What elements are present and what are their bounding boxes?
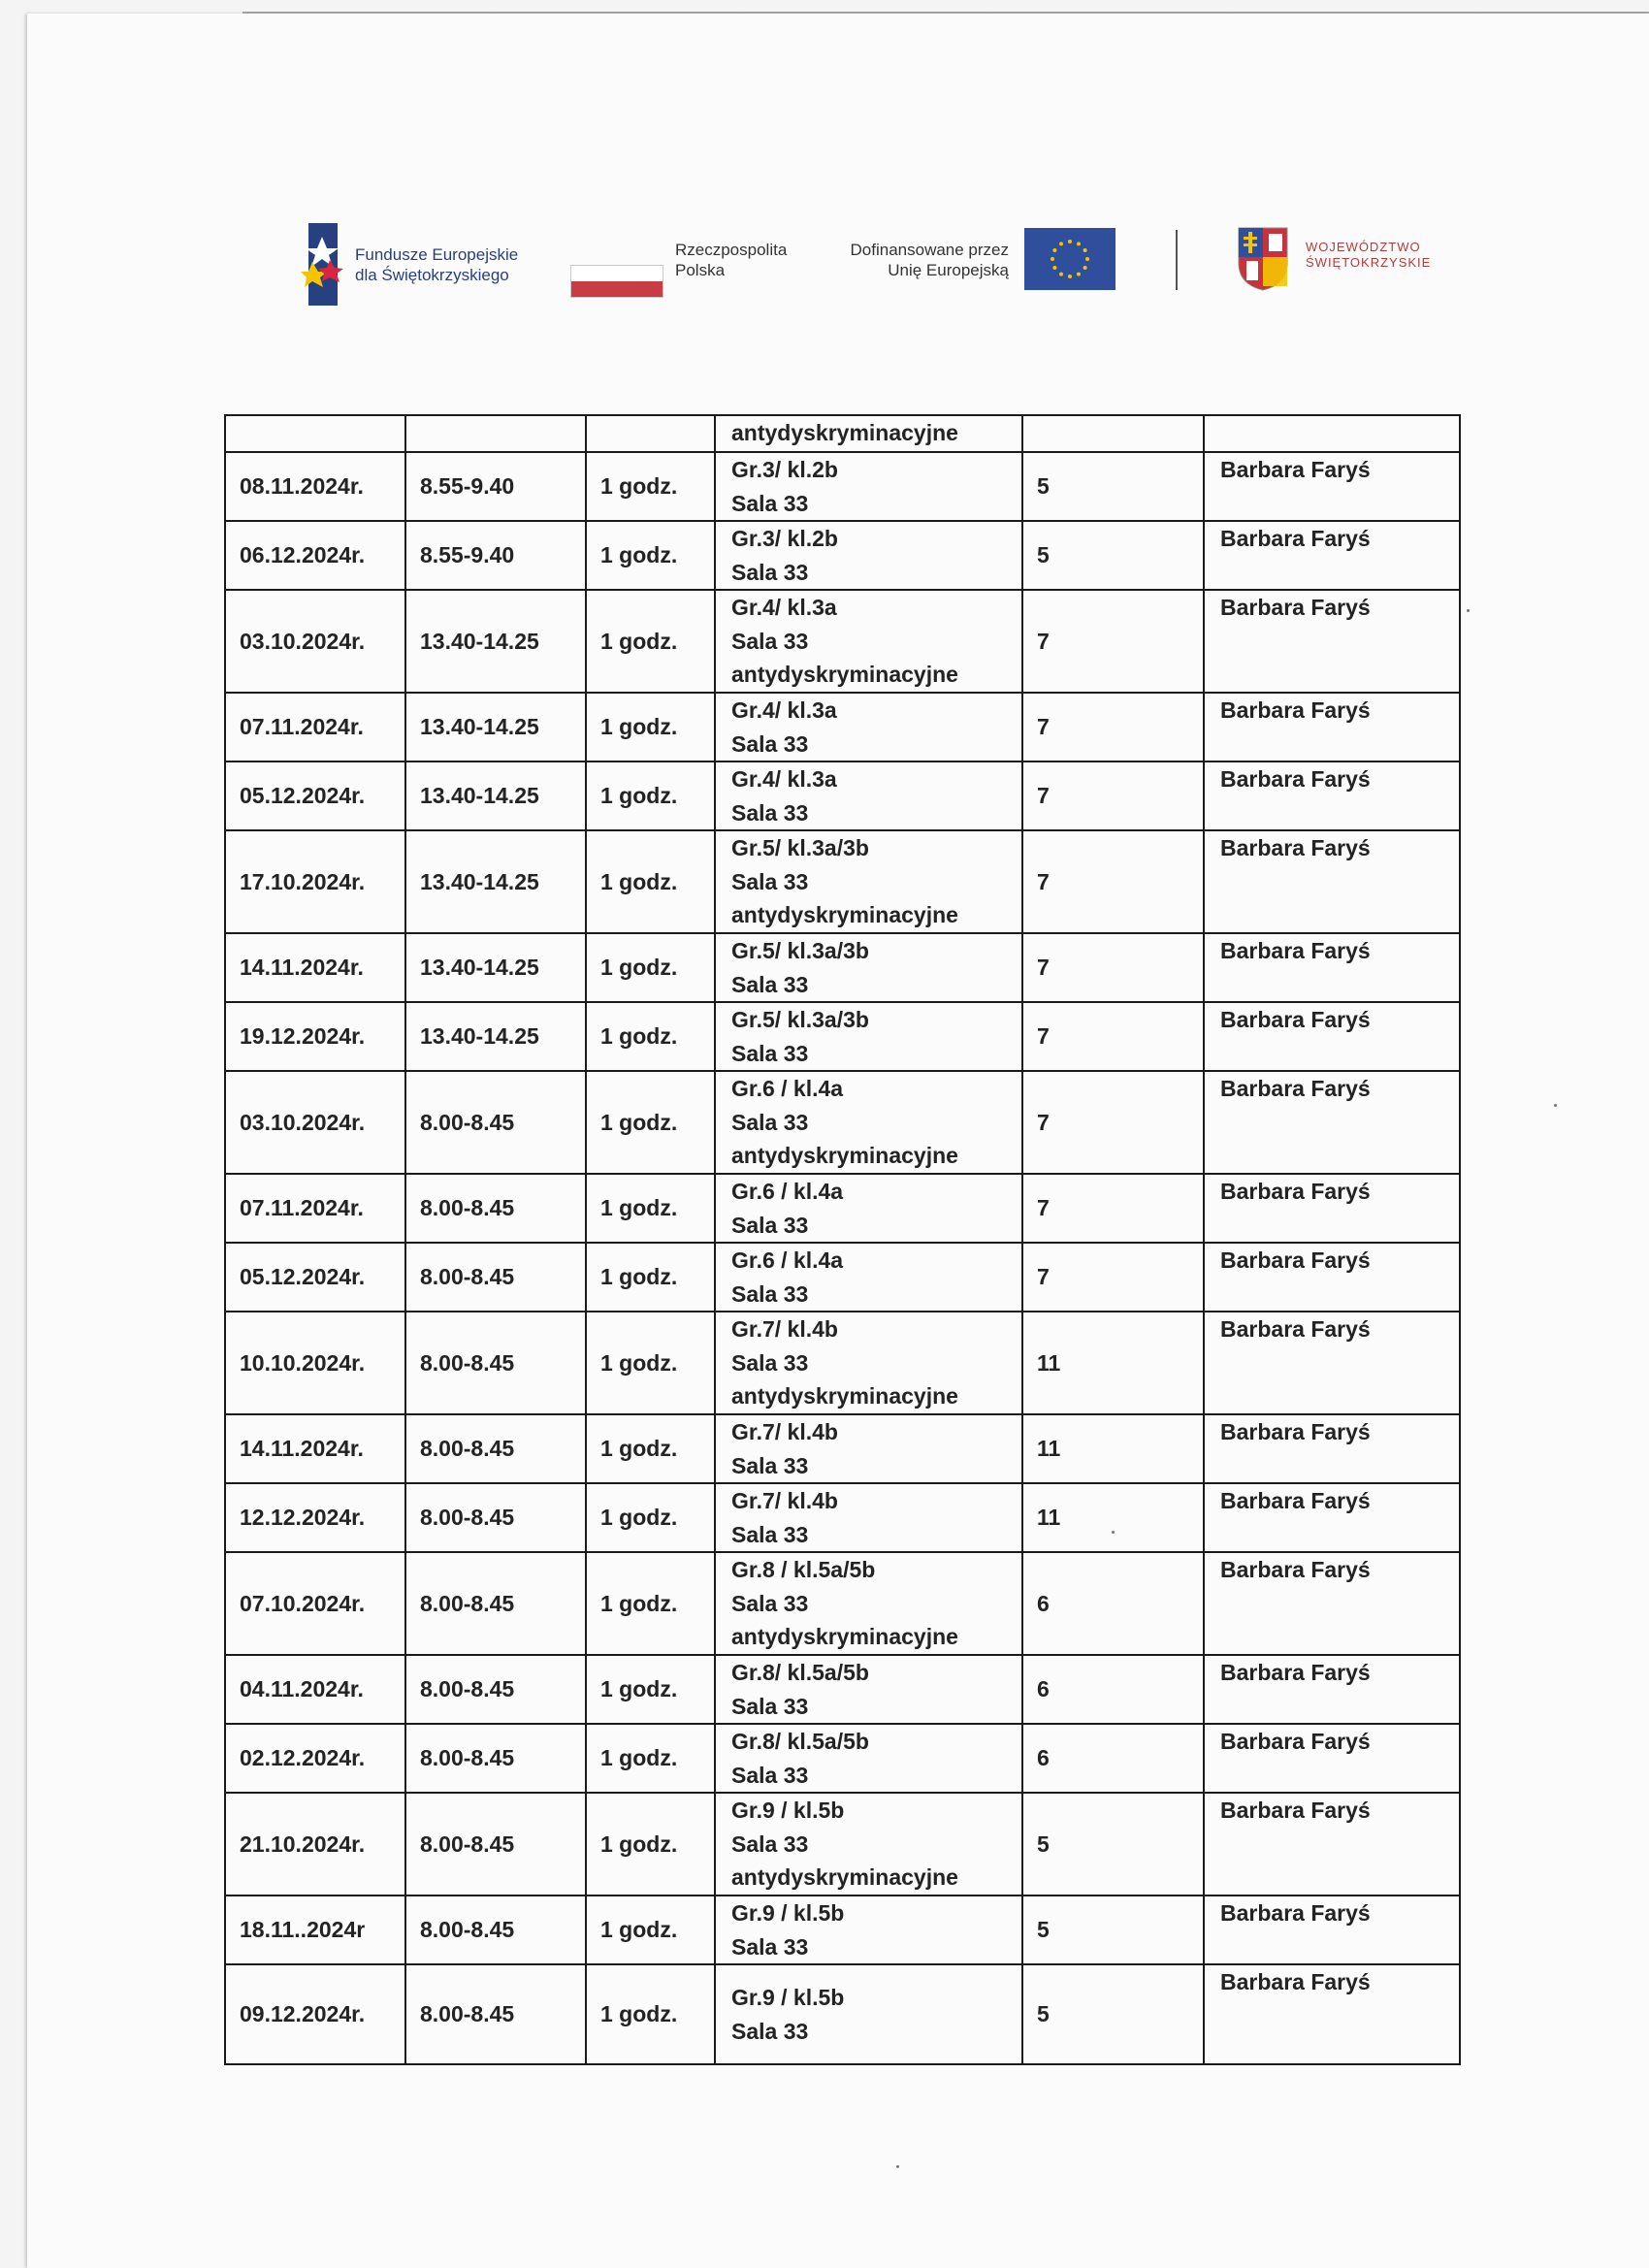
cell-time: 8.00-8.45 (405, 1414, 586, 1483)
cell-room: Sala 33 (731, 1762, 809, 1788)
cell-teacher: Barbara Faryś (1204, 933, 1460, 1002)
table-row (225, 1174, 1460, 1243)
scan-speck (1467, 609, 1470, 612)
cell-count (1022, 415, 1204, 452)
rp-line-1: Rzeczpospolita (675, 241, 788, 259)
cell-teacher: Barbara Faryś (1204, 1312, 1460, 1414)
cell-teacher: Barbara Faryś (1204, 590, 1460, 693)
cell-room: Sala 33 (731, 1452, 809, 1478)
cell-date (225, 415, 405, 452)
cell-duration: 1 godz. (586, 1793, 715, 1895)
cell-room: Sala 33 (731, 1521, 809, 1547)
cell-teacher: Barbara Faryś (1204, 1724, 1460, 1793)
cell-time: 8.00-8.45 (405, 1071, 586, 1174)
cell-duration: 1 godz. (586, 1002, 715, 1071)
cell-group: Gr.7/ kl.4b (731, 1316, 838, 1343)
cell-group: Gr.6 / kl.4a (731, 1247, 844, 1273)
cell-date: 07.10.2024r. (225, 1552, 405, 1655)
logo-separator (1176, 230, 1178, 290)
cell-teacher: Barbara Faryś (1204, 1895, 1460, 1964)
cell-group-room (715, 1552, 1022, 1655)
cell-time (405, 415, 586, 452)
eu-flag-icon (1024, 228, 1116, 290)
polish-flag-icon (570, 265, 663, 298)
cell-count: 7 (1022, 1071, 1204, 1174)
cell-topic: antydyskryminacyjne (731, 1864, 958, 1891)
cell-time: 8.55-9.40 (405, 521, 586, 590)
cell-count: 11 (1022, 1483, 1204, 1552)
cell-room: Sala 33 (731, 628, 809, 654)
cell-group-room (715, 693, 1022, 761)
cell-teacher: Barbara Faryś (1204, 452, 1460, 521)
cell-duration: 1 godz. (586, 1895, 715, 1964)
cell-count: 7 (1022, 933, 1204, 1002)
cell-time: 8.00-8.45 (405, 1312, 586, 1414)
cell-group: Gr.3/ kl.2b (731, 457, 838, 482)
cell-count: 11 (1022, 1312, 1204, 1414)
cell-room: Sala 33 (731, 971, 809, 997)
woj-line-1: WOJEWÓDZTWO (1306, 240, 1421, 254)
cell-group-room (715, 761, 1022, 830)
cell-time: 13.40-14.25 (405, 590, 586, 693)
fe-line-2: dla Świętokrzyskiego (355, 266, 509, 284)
cell-date: 05.12.2024r. (225, 1243, 405, 1312)
cell-topic: antydyskryminacyjne (731, 902, 958, 928)
cell-group-room (715, 1174, 1022, 1243)
cell-date: 10.10.2024r. (225, 1312, 405, 1414)
cell-count: 7 (1022, 1002, 1204, 1071)
cell-duration: 1 godz. (586, 693, 715, 761)
cell-duration: 1 godz. (586, 1414, 715, 1483)
swietokrzyskie-coat-of-arms-icon (1237, 226, 1289, 292)
table-row (225, 1312, 1460, 1414)
cell-time: 13.40-14.25 (405, 830, 586, 933)
cell-teacher: Barbara Faryś (1204, 1793, 1460, 1895)
cell-teacher: Barbara Faryś (1204, 693, 1460, 761)
cell-room: Sala 33 (731, 2018, 809, 2044)
table-row (225, 521, 1460, 590)
cell-group-room (715, 452, 1022, 521)
cell-date: 18.11..2024r (225, 1895, 405, 1964)
cell-duration (586, 415, 715, 452)
cell-room: Sala 33 (731, 1040, 809, 1066)
cell-group-room (715, 830, 1022, 933)
cell-time: 13.40-14.25 (405, 933, 586, 1002)
rp-line-2: Polska (675, 261, 726, 279)
table-row (225, 1895, 1460, 1964)
table-row (225, 1552, 1460, 1655)
cell-teacher: Barbara Faryś (1204, 761, 1460, 830)
cell-count: 7 (1022, 590, 1204, 693)
cell-topic: antydyskryminacyjne (715, 415, 1022, 452)
cell-teacher: Barbara Faryś (1204, 1174, 1460, 1243)
cell-count: 6 (1022, 1724, 1204, 1793)
table-row (225, 1243, 1460, 1312)
cell-time: 13.40-14.25 (405, 1002, 586, 1071)
cell-group: Gr.4/ kl.3a (731, 766, 837, 792)
table-row (225, 590, 1460, 693)
ue-line-1: Dofinansowane przez (850, 241, 1009, 259)
cell-date: 17.10.2024r. (225, 830, 405, 933)
cell-date: 07.11.2024r. (225, 1174, 405, 1243)
cell-time: 13.40-14.25 (405, 693, 586, 761)
cell-teacher: Barbara Faryś (1204, 1552, 1460, 1655)
cell-teacher: Barbara Faryś (1204, 1071, 1460, 1174)
cell-room: Sala 33 (731, 1280, 809, 1307)
wojewodztwo-text (1306, 240, 1431, 271)
cell-date: 09.12.2024r. (225, 1964, 405, 2064)
cell-group: Gr.5/ kl.3a/3b (731, 1007, 869, 1032)
cell-group-room (715, 1002, 1022, 1071)
cell-count: 5 (1022, 521, 1204, 590)
cell-group: Gr.4/ kl.3a (731, 697, 837, 723)
cell-group-room (715, 1071, 1022, 1174)
fe-logo-text (355, 244, 518, 285)
cell-time: 8.00-8.45 (405, 1964, 586, 2064)
cell-group: Gr.8 / kl.5a/5b (731, 1557, 876, 1583)
cell-count: 5 (1022, 452, 1204, 521)
cell-group: Gr.6 / kl.4a (731, 1179, 844, 1204)
cell-date: 14.11.2024r. (225, 1414, 405, 1483)
cell-time: 8.00-8.45 (405, 1724, 586, 1793)
cell-duration: 1 godz. (586, 1312, 715, 1414)
cell-group-room (715, 1964, 1022, 2064)
cell-duration: 1 godz. (586, 1964, 715, 2064)
cell-group-room (715, 590, 1022, 693)
cell-duration: 1 godz. (586, 761, 715, 830)
cell-duration: 1 godz. (586, 830, 715, 933)
cell-group: Gr.9 / kl.5b (731, 1798, 845, 1824)
table-row-continuation (225, 415, 1460, 452)
cell-date: 04.11.2024r. (225, 1655, 405, 1724)
cell-group: Gr.5/ kl.3a/3b (731, 938, 869, 963)
cell-count: 7 (1022, 1174, 1204, 1243)
cell-count: 7 (1022, 830, 1204, 933)
cell-duration: 1 godz. (586, 1483, 715, 1552)
cell-group: Gr.8/ kl.5a/5b (731, 1660, 869, 1685)
cell-time: 8.55-9.40 (405, 452, 586, 521)
cell-topic: antydyskryminacyjne (731, 1383, 958, 1409)
cell-group-room (715, 1793, 1022, 1895)
cell-duration: 1 godz. (586, 1243, 715, 1312)
cell-room: Sala 33 (731, 1109, 809, 1135)
cell-count: 7 (1022, 761, 1204, 830)
cell-count: 6 (1022, 1655, 1204, 1724)
cell-group: Gr.5/ kl.3a/3b (731, 835, 869, 861)
cell-time: 13.40-14.25 (405, 761, 586, 830)
cell-time: 8.00-8.45 (405, 1174, 586, 1243)
table-row (225, 1483, 1460, 1552)
cell-topic: antydyskryminacyjne (731, 1143, 958, 1169)
table-row (225, 1071, 1460, 1174)
table-row (225, 1002, 1460, 1071)
cell-group: Gr.4/ kl.3a (731, 595, 837, 621)
cell-duration: 1 godz. (586, 590, 715, 693)
fe-star-icon (301, 223, 345, 306)
schedule-table (224, 414, 1461, 2065)
cell-group-room (715, 1414, 1022, 1483)
cell-time: 8.00-8.45 (405, 1895, 586, 1964)
cell-group: Gr.8/ kl.5a/5b (731, 1729, 869, 1754)
cell-time: 8.00-8.45 (405, 1483, 586, 1552)
cell-group: Gr.9 / kl.5b (731, 1985, 845, 2010)
table-row (225, 693, 1460, 761)
cell-room: Sala 33 (731, 1349, 809, 1376)
cell-date: 08.11.2024r. (225, 452, 405, 521)
cell-duration: 1 godz. (586, 1174, 715, 1243)
cell-duration: 1 godz. (586, 452, 715, 521)
cell-group: Gr.7/ kl.4b (731, 1419, 838, 1444)
cell-topic: antydyskryminacyjne (731, 1624, 958, 1650)
cell-room: Sala 33 (731, 1831, 809, 1857)
table-row (225, 761, 1460, 830)
cell-group: Gr.6 / kl.4a (731, 1076, 844, 1102)
table-row (225, 1964, 1460, 2064)
cell-date: 03.10.2024r. (225, 1071, 405, 1174)
cell-count: 11 (1022, 1414, 1204, 1483)
table-row (225, 1724, 1460, 1793)
cell-room: Sala 33 (731, 730, 809, 757)
scan-speck (896, 2165, 899, 2168)
cell-teacher: Barbara Faryś (1204, 1483, 1460, 1552)
table-row (225, 1655, 1460, 1724)
cell-topic: antydyskryminacyjne (731, 662, 958, 688)
table-row (225, 933, 1460, 1002)
cell-date: 12.12.2024r. (225, 1483, 405, 1552)
cell-teacher: Barbara Faryś (1204, 830, 1460, 933)
cell-group-room (715, 933, 1022, 1002)
cell-date: 21.10.2024r. (225, 1793, 405, 1895)
cell-date: 05.12.2024r. (225, 761, 405, 830)
table-row (225, 1793, 1460, 1895)
cell-duration: 1 godz. (586, 1724, 715, 1793)
cell-room: Sala 33 (731, 1590, 809, 1616)
cell-count: 7 (1022, 693, 1204, 761)
cell-room: Sala 33 (731, 1212, 809, 1238)
cell-room: Sala 33 (731, 868, 809, 894)
funding-logos-bar (291, 218, 1436, 315)
cell-date: 03.10.2024r. (225, 590, 405, 693)
cell-group-room (715, 521, 1022, 590)
cell-count: 5 (1022, 1964, 1204, 2064)
cell-teacher: Barbara Faryś (1204, 1655, 1460, 1724)
scan-speck (1554, 1104, 1557, 1107)
cell-date: 02.12.2024r. (225, 1724, 405, 1793)
cell-group-room (715, 1895, 1022, 1964)
cell-room: Sala 33 (731, 799, 809, 826)
cell-room: Sala 33 (731, 559, 809, 585)
cell-count: 5 (1022, 1793, 1204, 1895)
cell-teacher (1204, 415, 1460, 452)
cell-group-room (715, 1312, 1022, 1414)
cell-duration: 1 godz. (586, 1552, 715, 1655)
woj-line-2: ŚWIĘTOKRZYSKIE (1306, 255, 1432, 270)
cell-teacher: Barbara Faryś (1204, 521, 1460, 590)
cell-duration: 1 godz. (586, 1655, 715, 1724)
cell-room: Sala 33 (731, 1933, 809, 1960)
cell-group-room (715, 1724, 1022, 1793)
cell-time: 8.00-8.45 (405, 1243, 586, 1312)
cell-group-room (715, 1483, 1022, 1552)
cell-date: 07.11.2024r. (225, 693, 405, 761)
cell-date: 14.11.2024r. (225, 933, 405, 1002)
fundusze-europejskie-logo (301, 223, 553, 306)
ue-line-2: Unię Europejską (888, 261, 1009, 279)
cell-teacher: Barbara Faryś (1204, 1243, 1460, 1312)
cell-room: Sala 33 (731, 490, 809, 516)
cell-group: Gr.9 / kl.5b (731, 1900, 845, 1926)
cell-teacher: Barbara Faryś (1204, 1964, 1460, 2064)
cell-count: 7 (1022, 1243, 1204, 1312)
cell-duration: 1 godz. (586, 521, 715, 590)
table-row (225, 830, 1460, 933)
cell-room: Sala 33 (731, 1693, 809, 1719)
eu-cofinancing-text (834, 240, 1009, 280)
cell-duration: 1 godz. (586, 1071, 715, 1174)
cell-time: 8.00-8.45 (405, 1793, 586, 1895)
cell-group: Gr.3/ kl.2b (731, 526, 838, 551)
scan-speck (1112, 1531, 1115, 1534)
table-row (225, 1414, 1460, 1483)
cell-teacher: Barbara Faryś (1204, 1414, 1460, 1483)
cell-teacher: Barbara Faryś (1204, 1002, 1460, 1071)
cell-time: 8.00-8.45 (405, 1655, 586, 1724)
cell-count: 6 (1022, 1552, 1204, 1655)
cell-time: 8.00-8.45 (405, 1552, 586, 1655)
cell-group-room (715, 1655, 1022, 1724)
cell-group: Gr.7/ kl.4b (731, 1488, 838, 1513)
cell-date: 19.12.2024r. (225, 1002, 405, 1071)
cell-count: 5 (1022, 1895, 1204, 1964)
cell-date: 06.12.2024r. (225, 521, 405, 590)
fe-line-1: Fundusze Europejskie (355, 245, 519, 264)
table-row (225, 452, 1460, 521)
rzeczpospolita-text (675, 240, 787, 280)
cell-duration: 1 godz. (586, 933, 715, 1002)
cell-group-room (715, 1243, 1022, 1312)
